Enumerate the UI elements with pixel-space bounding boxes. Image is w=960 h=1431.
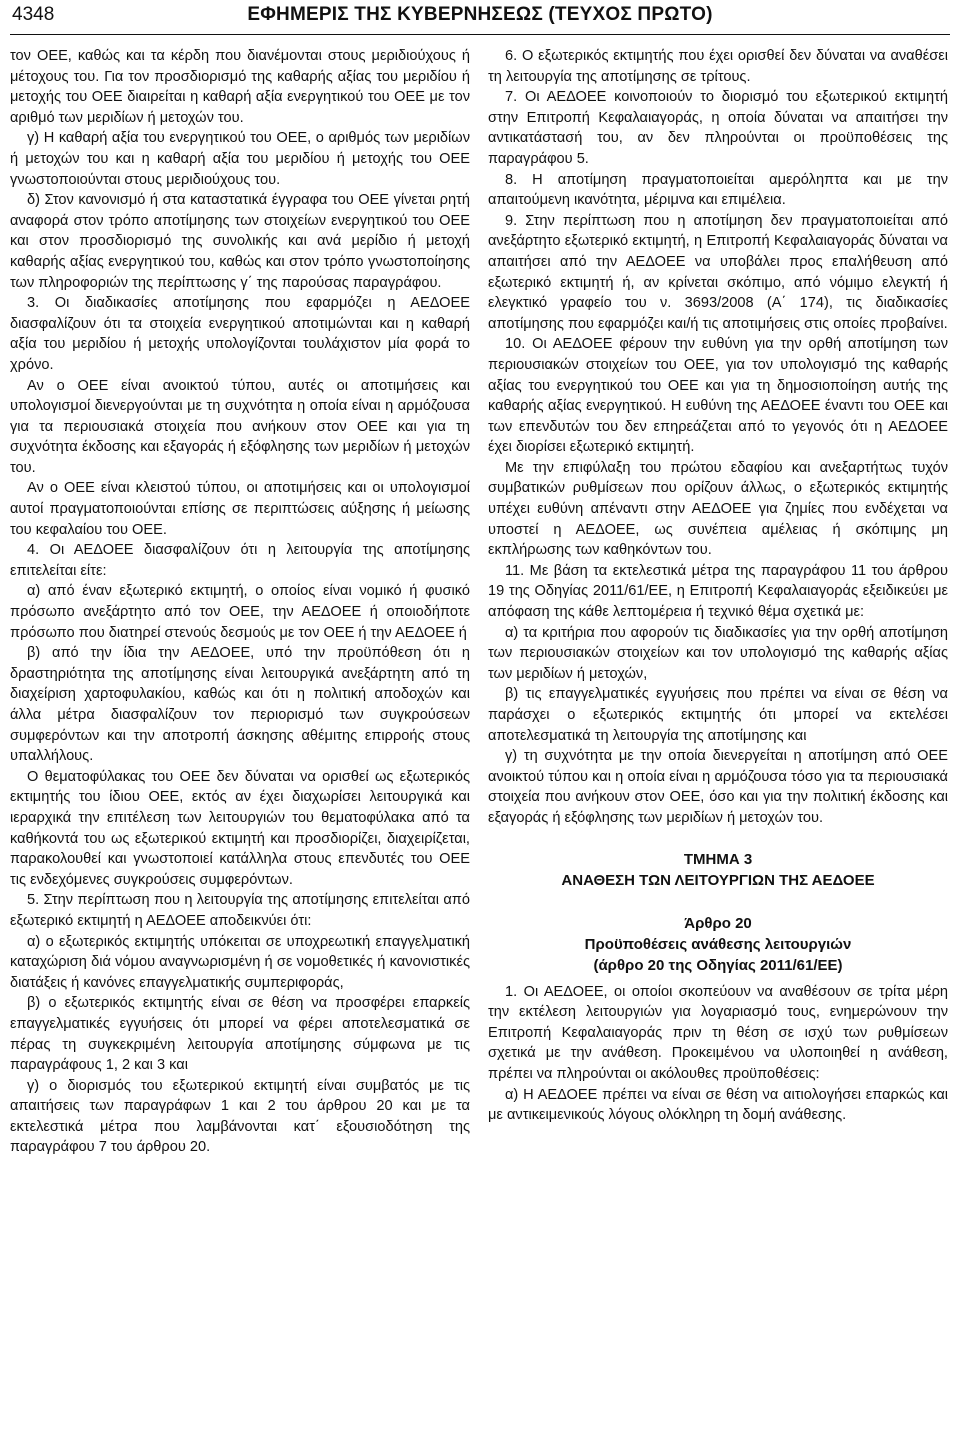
paragraph: β) ο εξωτερικός εκτιμητής είναι σε θέση να προσφέρει επαρκείς επαγγελματικές εγγυήσεις ότι μπορεί να φέρει αποτελεσματικά σε πέρας τη συγκεκριμένη λειτουργία αποτίμησης σύμφωνα με τις παραγράφους 1, 2 και 3 και: [10, 995, 470, 1074]
paragraph: γ) τη συχνότητα με την οποία διενεργείται η αποτίμηση από ΟΕΕ ανοικτού τύπου και η οποία είναι η αρμόζουσα τόσο για τα περιουσιακά στοιχεία που ανήκουν στον ΟΕΕ, όσο και για την πολιτική έκδοσης και εξαγοράς ή εξόφλησης των μεριδίων ή μετοχών του.: [488, 748, 948, 826]
article-subtitle: (άρθρο 20 της Οδηγίας 2011/61/ΕΕ): [593, 956, 843, 974]
section-label: ΤΜΗΜΑ 3: [683, 850, 753, 868]
article-title: Προϋποθέσεις ανάθεσης λειτουργιών: [584, 935, 852, 953]
paragraph: α) Η ΑΕΔΟΕΕ πρέπει να είναι σε θέση να αιτιολογήσει επαρκώς και με αντικειμενικούς λόγους ολόκληρη τη δομή ανάθεσης.: [488, 1086, 948, 1124]
paragraph: 4. Οι ΑΕΔΟΕΕ διασφαλίζουν ότι η λειτουργία της αποτίμησης επιτελείται είτε:: [10, 542, 470, 579]
paragraph: 7. Οι ΑΕΔΟΕΕ κοινοποιούν το διορισμό του εξωτερικού εκτιμητή στην Επιτροπή Κεφαλαιαγοράς, η οποία δύναται να απαιτήσει την αντικατάστασή του, αν δεν πληρούνται οι προϋποθέσεις της παραγράφου 5.: [488, 89, 948, 167]
paragraph: β) από την ίδια την ΑΕΔΟΕΕ, υπό την προϋπόθεση ότι η δραστηριότητα της αποτίμησης είναι λειτουργικά ανεξάρτητη από τη διαχείριση χαρτοφυλακίου, καθώς και ότι η πολιτική αποδοχών και άλλα μέτρα διασφαλίζουν τον περιορισμό των συγκρούσεων συμφερόντων και την αποτροπή άσκησης αθέμιτης επιρροής στους υπαλλήλους.: [10, 645, 470, 765]
paragraph: 5. Στην περίπτωση που η λειτουργία της αποτίμησης επιτελείται από εξωτερικό εκτιμητή η ΑΕΔΟΕΕ αποδεικνύει ότι:: [10, 892, 470, 929]
page-header: [10, 0, 950, 35]
paragraph: Με την επιφύλαξη του πρώτου εδαφίου και ανεξαρτήτως τυχόν συμβατικών ρυθμίσεων που ορίζουν άλλως, ο εξωτερικός εκτιμητής υπέχει ευθύνη απέναντι στην ΑΕΔΟΕΕ για ζημίες που ενδέχεται να υποστεί η ΑΕΔΟΕΕ, ως συνέπεια αμέλειας ή σκόπιμης μη εκπλήρωσης των καθηκόντων του.: [488, 459, 948, 559]
paragraph: α) από έναν εξωτερικό εκτιμητή, ο οποίος είναι νομικό ή φυσικό πρόσωπο ανεξάρτητο από τον ΟΕΕ, την ΑΕΔΟΕΕ ή οποιοδήποτε πρόσωπο που διατηρεί στενούς δεσμούς με τον ΟΕΕ ή την ΑΕΔΟΕΕ ή: [10, 583, 470, 641]
left-column: [10, 46, 470, 1158]
paragraph: α) ο εξωτερικός εκτιμητής υπόκειται σε υποχρεωτική επαγγελματική καταχώριση διά νόμου αναγνωρισμένη ή σε νομοθετικές ή κανονιστικές διατάξεις ή κανόνες επαγγελματικής συμπεριφοράς,: [10, 933, 470, 991]
paragraph: α) τα κριτήρια που αφορούν τις διαδικασίες για την ορθή αποτίμηση των περιουσιακών στοιχείων και τον υπολογισμό της καθαρής αξίας των μεριδίων ή μετοχών,: [488, 624, 948, 682]
paragraph: γ) Η καθαρή αξία του ενεργητικού του ΟΕΕ, ο αριθμός των μεριδίων ή μετοχών του και η καθαρή αξία του μεριδίου ή μετοχής του ΟΕΕ γνωστοποιούνται στους μεριδιούχους του.: [10, 130, 470, 188]
paragraph: 6. Ο εξωτερικός εκτιμητής που έχει ορισθεί δεν δύναται να αναθέσει τη λειτουργία της αποτίμησης σε τρίτους.: [488, 48, 948, 85]
paragraph: Ο θεματοφύλακας του ΟΕΕ δεν δύναται να ορισθεί ως εξωτερικός εκτιμητής του ίδιου ΟΕΕ, εκτός αν έχει διαχωρίσει λειτουργικά και ιεραρχικά την επιτέλεση των λειτουργιών του θεματοφύλακα από τα καθήκοντά του ως εξωτερικού εκτιμητή και προσδιορίζει, διαχειρίζεται, παρακολουθεί και γνωστοποιεί κατάλληλα στους επενδυτές του ΟΕΕ τις ενδεχόμενες συγκρούσεις συμφερόντων.: [10, 768, 470, 888]
paragraph: β) τις επαγγελματικές εγγυήσεις που πρέπει να είναι σε θέση να παράσχει ο εξωτερικός εκτιμητής ότι μπορεί να εκτελέσει αποτελεσματικά τη λειτουργία της αποτίμησης και: [488, 686, 948, 744]
paragraph: 1. Οι ΑΕΔΟΕΕ, οι οποίοι σκοπεύουν να αναθέσουν σε τρίτα μέρη την εκτέλεση λειτουργιών για λογαριασμό τους, ενημερώνουν την Επιτροπή Κεφαλαιαγοράς πριν τη θέση σε ισχύ των ρυθμίσεων σχετικά με την ανάθεση. Προκειμένου να υλοποιηθεί η ανάθεση, πρέπει να πληρούνται οι ακόλουθες προϋποθέσεις:: [488, 983, 948, 1082]
section-title: ΑΝΑΘΕΣΗ ΤΩΝ ΛΕΙΤΟΥΡΓΙΩΝ ΤΗΣ ΑΕΔΟΕΕ: [561, 871, 875, 889]
paragraph: 9. Στην περίπτωση που η αποτίμηση δεν πραγματοποιείται από ανεξάρτητο εξωτερικό εκτιμητή, η Επιτροπή Κεφαλαιαγοράς δύναται να απαιτήσει από την ΑΕΔΟΕΕ να υποβάλει προς επαλήθευση από εξωτερικό εκτιμητή ή, αν κρίνεται σκόπιμο, από νόμιμο ελεγκτή ή ελεγκτικό γραφείο του ν. 3693/2008 (Α΄ 174), τις διαδικασίες αποτίμησης που εφαρμόζει και/ή τις αποτιμήσεις στις οποίες προβαίνει.: [488, 212, 948, 332]
paragraph: Αν ο ΟΕΕ είναι κλειστού τύπου, οι αποτιμήσεις και οι υπολογισμοί αυτοί πραγματοποιούνται επίσης σε περιπτώσεις αύξησης ή μείωσης του κεφαλαίου του ΟΕΕ.: [10, 480, 470, 538]
article-label: Άρθρο 20: [684, 914, 752, 932]
gazette-title: ΕΦΗΜΕΡΙΣ ΤΗΣ ΚΥΒΕΡΝΗΣΕΩΣ (ΤΕΥΧΟΣ ΠΡΩΤΟ): [247, 4, 713, 25]
right-column: [488, 46, 948, 1126]
paragraph: δ) Στον κανονισμό ή στα καταστατικά έγγραφα του ΟΕΕ γίνεται ρητή αναφορά στον τρόπο αποτίμησης των στοιχείων ενεργητικού του ΟΕΕ και στον προσδιορισμό της συνολικής και ανά μερίδιο ή μετοχή καθαρής αξίας ενεργητικού του, καθώς και στον τρόπο γνωστοποίησης των πληροφοριών της περίπτωσης γ΄ της παρούσας παραγράφου.: [10, 192, 470, 291]
paragraph: τον ΟΕΕ, καθώς και τα κέρδη που διανέμονται στους μεριδιούχους ή μέτοχους του. Για τον προσδιορισμό της καθαρής αξίας του μεριδίου ή μετοχής του ΟΕΕ διαιρείται η καθαρή αξία ενεργητικού του ΟΕΕ με τον αριθμό των μεριδίων ή μετοχών του.: [10, 48, 470, 126]
paragraph: γ) ο διορισμός του εξωτερικού εκτιμητή είναι συμβατός με τις απαιτήσεις των παραγράφων 1 και 2 του άρθρου 20 και με τα εκτελεστικά μέτρα που λαμβάνονται κατ΄ εξουσιοδότηση της παραγράφου 7 του άρθρου 20.: [10, 1077, 470, 1156]
page-number: 4348: [12, 4, 55, 25]
paragraph: 3. Οι διαδικασίες αποτίμησης που εφαρμόζει η ΑΕΔΟΕΕ διασφαλίζουν ότι τα στοιχεία ενεργητικού αποτιμώνται και η καθαρή αξία του μεριδίου ή μετοχής υπολογίζονται τουλάχιστον μία φορά το χρόνο.: [10, 295, 470, 373]
paragraph: 10. Οι ΑΕΔΟΕΕ φέρουν την ευθύνη για την ορθή αποτίμηση των περιουσιακών στοιχείων του ΟΕΕ, για τον υπολογισμό της καθαρής αξίας του ενεργητικού του ΟΕΕ και για τη δημοσιοποίηση αυτής της καθαρής αξίας ενεργητικού. Η ευθύνη της ΑΕΔΟΕΕ έναντι του ΟΕΕ και των επενδυτών του δεν επηρεάζεται από το γεγονός ότι η ΑΕΔΟΕΕ έχει διορίσει εξωτερικό εκτιμητή.: [488, 336, 948, 456]
paragraph: 11. Με βάση τα εκτελεστικά μέτρα της παραγράφου 11 του άρθρου 19 της Οδηγίας 2011/61/ΕΕ, η Επιτροπή Κεφαλαιαγοράς εξειδικεύει με απόφαση της κάθε λεπτομέρεια ή τεχνικό θέμα σχετικά με:: [488, 562, 948, 621]
paragraph: 8. Η αποτίμηση πραγματοποιείται αμερόληπτα και με την απαιτούμενη ικανότητα, μέριμνα και επιμέλεια.: [488, 171, 948, 209]
paragraph: Αν ο ΟΕΕ είναι ανοικτού τύπου, αυτές οι αποτιμήσεις και υπολογισμοί διενεργούνται με τη συχνότητα η οποία είναι η αρμόζουσα για τα περιουσιακά στοιχεία που ανήκουν στον ΟΕΕ και για τη συχνότητα έκδοσης και εξαγοράς ή εξόφλησης των μεριδίων ή μετοχών του.: [10, 377, 470, 476]
